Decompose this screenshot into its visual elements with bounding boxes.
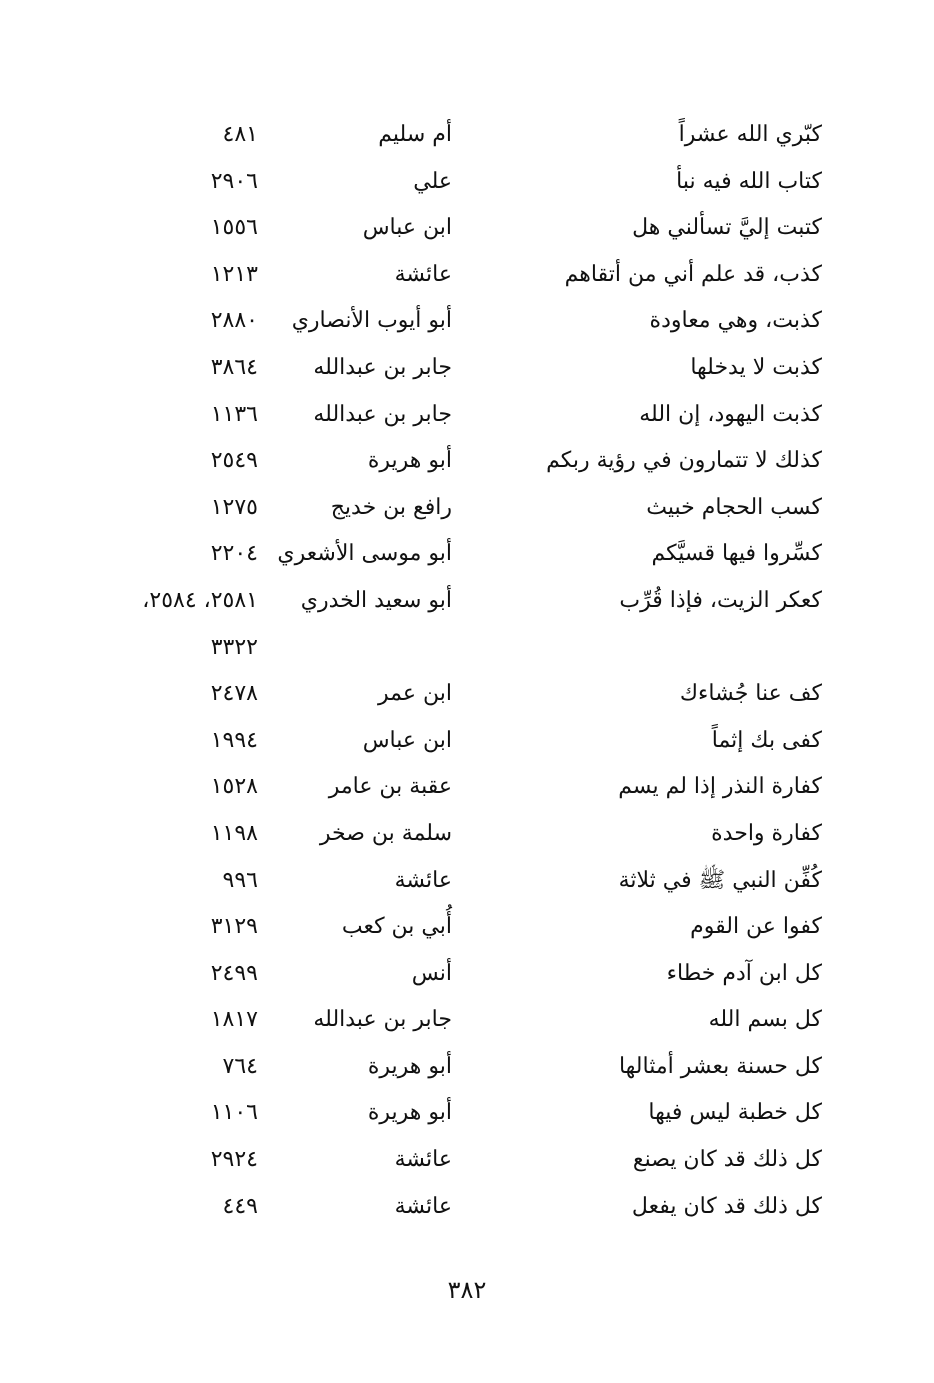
hadith-phrase: كذبت لا يدخلها [690, 354, 822, 380]
hadith-phrase: كل بسم الله [708, 1007, 822, 1033]
hadith-number: ٧٦٤ [222, 1053, 258, 1079]
index-row [0, 298, 934, 345]
page-number: ٣٨٢ [447, 1276, 487, 1304]
index-row [0, 1044, 934, 1091]
index-row-continuation [0, 625, 934, 672]
hadith-number: ١١٣٦ [210, 401, 258, 427]
hadith-phrase: كُفِّن النبي ﷺ في ثلاثة [618, 867, 822, 893]
hadith-phrase: كذبت اليهود، إن الله [639, 401, 822, 427]
index-row [0, 531, 934, 578]
index-row [0, 159, 934, 206]
hadith-phrase: كل ذلك قد كان يصنع [632, 1147, 822, 1173]
index-row [0, 858, 934, 905]
hadith-phrase: كل خطبة ليس فيها [648, 1100, 822, 1126]
narrator-name: جابر بن عبدالله [313, 401, 452, 427]
narrator-name: رافع بن خديج [330, 494, 452, 520]
narrator-name: أم سليم [378, 122, 452, 147]
hadith-number: ١٩٩٤ [210, 727, 258, 753]
index-row [0, 112, 934, 159]
narrator-name: ابن عباس [362, 215, 452, 241]
hadith-number: ٤٤٩ [222, 1193, 258, 1219]
index-row [0, 1090, 934, 1137]
hadith-number: ٢٩٢٤ [210, 1147, 258, 1173]
hadith-phrase: كفوا عن القوم [690, 914, 822, 940]
narrator-name: علي [413, 168, 452, 194]
narrator-name: ابن عمر [378, 681, 452, 707]
index-row [0, 904, 934, 951]
index-row [0, 392, 934, 439]
narrator-name: جابر بن عبدالله [313, 354, 452, 380]
hadith-phrase: كعكر الزيت، فإذا قُرِّب [619, 587, 822, 613]
hadith-number: ٣١٢٩ [210, 914, 258, 940]
hadith-number: ٣٨٦٤ [210, 354, 258, 380]
hadith-number: ١٨١٧ [210, 1007, 258, 1033]
index-row [0, 1137, 934, 1184]
hadith-number: ٤٨١ [222, 122, 258, 147]
narrator-name: أُبي بن كعب [341, 914, 452, 940]
narrator-name: عقبة بن عامر [328, 774, 452, 800]
hadith-phrase: كل ابن آدم خطاء [666, 960, 822, 986]
hadith-phrase: كذلك لا تتمارون في رؤية ربكم [546, 448, 822, 474]
narrator-name: عائشة [394, 261, 452, 287]
hadith-number: ١١٠٦ [210, 1100, 258, 1126]
hadith-number: ١١٩٨ [210, 820, 258, 846]
index-row [0, 811, 934, 858]
hadith-number: ٢٤٧٨ [210, 681, 258, 707]
hadith-phrase: كسِّروا فيها قسيَّكم [651, 541, 822, 567]
narrator-name: أبو هريرة [367, 448, 452, 474]
hadith-phrase: كتبت إليَّ تسألني هل [632, 215, 822, 241]
index-row [0, 205, 934, 252]
hadith-phrase: كف عنا جُشاءك [679, 681, 822, 707]
hadith-number: ١٥٥٦ [210, 215, 258, 241]
hadith-phrase: كفارة النذر إذا لم يسم [618, 774, 822, 800]
narrator-name: أبو هريرة [367, 1053, 452, 1079]
narrator-name: عائشة [394, 1193, 452, 1219]
hadith-number: ٢٩٠٦ [210, 168, 258, 194]
index-row [0, 951, 934, 998]
narrator-name: سلمة بن صخر [319, 820, 452, 846]
hadith-phrase: كذب، قد علم أني من أتقاهم [564, 261, 822, 287]
hadith-phrase: كل ذلك قد كان يفعل [631, 1193, 822, 1219]
hadith-phrase: كل حسنة بعشر أمثالها [618, 1053, 822, 1079]
narrator-name: جابر بن عبدالله [313, 1007, 452, 1033]
narrator-name: أبو سعيد الخدري [300, 587, 452, 613]
index-row [0, 252, 934, 299]
hadith-number: ٩٩٦ [222, 867, 258, 893]
hadith-phrase: كذبت، وهي معاودة [649, 308, 822, 334]
index-row [0, 764, 934, 811]
hadith-number: ٣٣٢٢ [210, 634, 258, 660]
hadith-number: ٢٢٠٤ [210, 541, 258, 567]
narrator-name: أبو موسى الأشعري [277, 541, 452, 567]
index-row [0, 1184, 934, 1231]
hadith-number: ١٢٧٥ [210, 494, 258, 520]
index-row [0, 718, 934, 765]
hadith-phrase: كسب الحجام خبيث [646, 494, 822, 520]
hadith-phrase: كفارة واحدة [711, 820, 822, 846]
narrator-name: أبو هريرة [367, 1100, 452, 1126]
hadith-phrase: كتاب الله فيه نبأ [676, 168, 822, 194]
hadith-number: ٢٥٨١، ٢٥٨٤، [142, 587, 258, 613]
hadith-number: ٢٤٩٩ [210, 960, 258, 986]
hadith-phrase: كبّري الله عشراً [678, 122, 822, 147]
hadith-number: ١٥٢٨ [210, 774, 258, 800]
narrator-name: أبو أيوب الأنصاري [291, 308, 452, 334]
narrator-name: ابن عباس [362, 727, 452, 753]
index-row [0, 345, 934, 392]
index-row [0, 997, 934, 1044]
narrator-name: عائشة [394, 867, 452, 893]
hadith-phrase: كفى بك إثماً [711, 727, 822, 753]
hadith-number: ٢٥٤٩ [210, 448, 258, 474]
index-row [0, 578, 934, 625]
narrator-name: عائشة [394, 1147, 452, 1173]
hadith-index-table [0, 112, 934, 1230]
index-row [0, 671, 934, 718]
hadith-number: ٢٨٨٠ [210, 308, 258, 334]
index-row [0, 438, 934, 485]
index-row [0, 485, 934, 532]
hadith-number: ١٢١٣ [210, 261, 258, 287]
narrator-name: أنس [411, 960, 452, 986]
